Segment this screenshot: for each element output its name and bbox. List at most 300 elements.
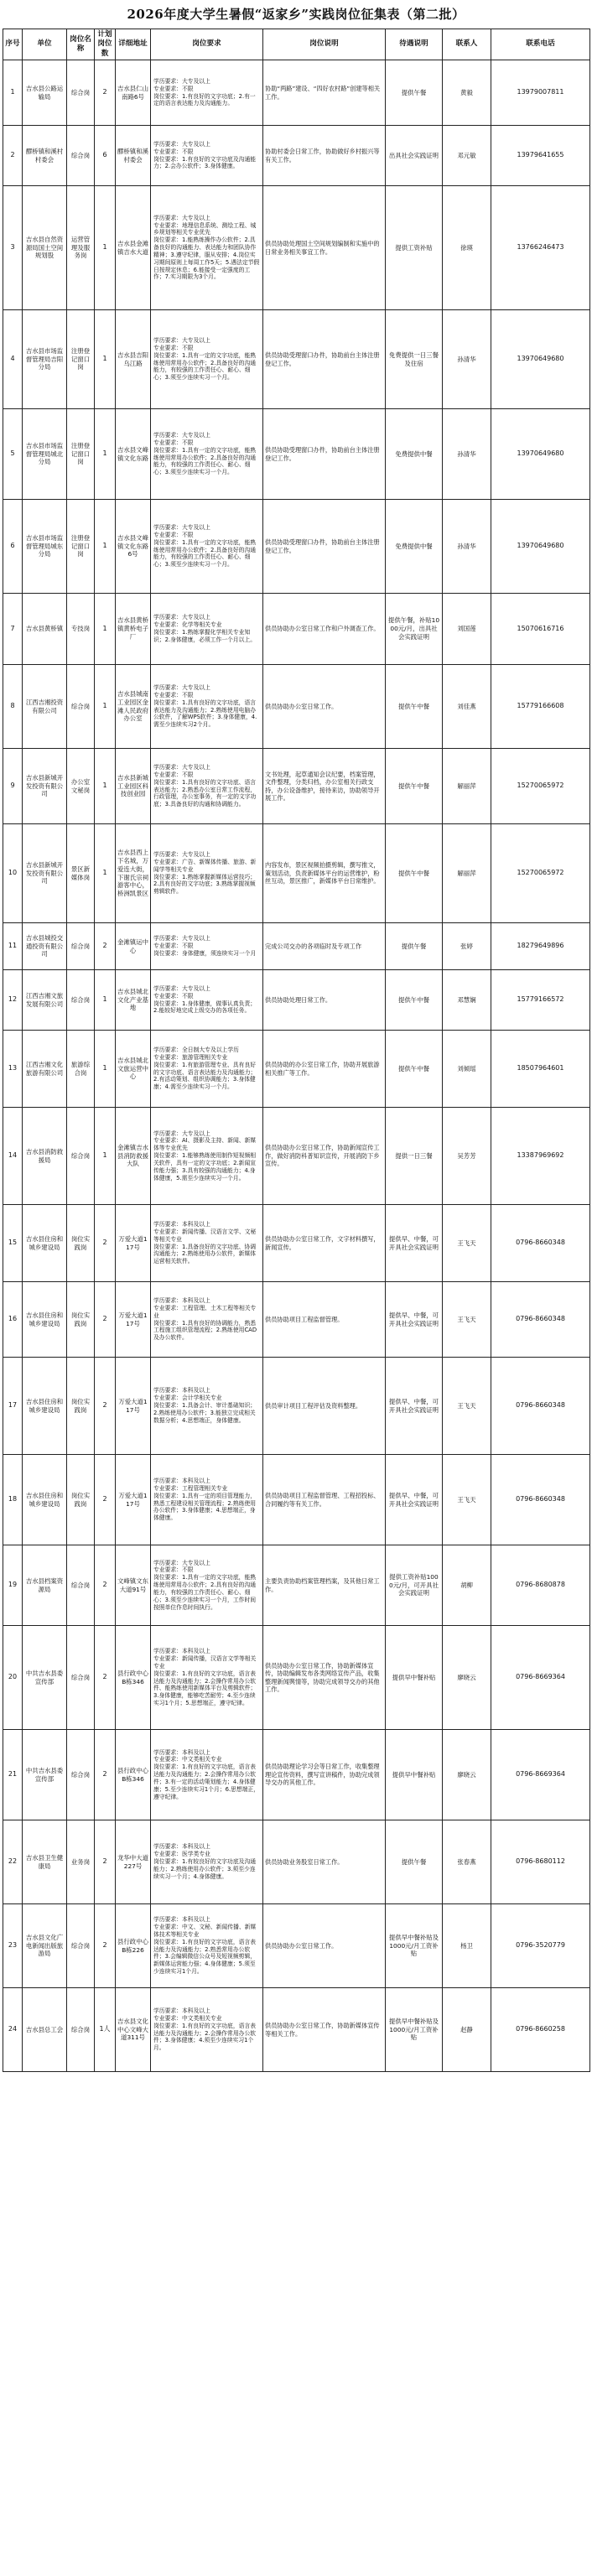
- row-benefits: 提供午餐: [386, 1820, 443, 1904]
- row-description: 供员协助受理窗口办件，协助前台主体注册登记工作。: [263, 310, 386, 409]
- row-post: 综合岗: [67, 1730, 95, 1820]
- table-row: [3, 749, 590, 824]
- requirement-line: 学历要求：大专及以上: [153, 984, 210, 992]
- row-address: 县行政中心B栋346: [116, 1626, 151, 1730]
- row-count: 1: [95, 500, 116, 594]
- table-row: [3, 1455, 590, 1545]
- table-row: [3, 1205, 590, 1282]
- requirement-line: 专业要求：不限: [153, 344, 194, 351]
- row-address: 金滩镇运中心: [116, 923, 151, 970]
- row-requirements: [151, 594, 263, 665]
- row-contact: 王飞天: [443, 1282, 491, 1358]
- row-post: 综合岗: [67, 126, 95, 186]
- table-row: [3, 923, 590, 970]
- row-contact: 邓慧娴: [443, 970, 491, 1031]
- table-row: [3, 409, 590, 500]
- header-col-index: 序号: [3, 29, 23, 60]
- row-contact: 张春燕: [443, 1820, 491, 1904]
- row-index: 6: [3, 500, 23, 594]
- row-requirements: [151, 749, 263, 824]
- row-benefits: 提供早中餐补贴: [386, 1626, 443, 1730]
- table-row: [3, 500, 590, 594]
- requirement-line: 学历要求：本科及以上: [153, 1916, 210, 1924]
- row-benefits: 提供午餐: [386, 923, 443, 970]
- requirement-line: 学历要求：大专及以上: [153, 684, 210, 692]
- row-description: 完成公司交办的各项临时及专项工作: [263, 923, 386, 970]
- row-index: 22: [3, 1820, 23, 1904]
- row-index: 24: [3, 1988, 23, 2072]
- row-requirements: [151, 824, 263, 923]
- row-description: 供员审计项目工程评估及资料整理。: [263, 1358, 386, 1455]
- row-count: 1: [95, 970, 116, 1031]
- requirement-line: 专业要求：新闻传播、汉语言文学、文秘等相关专业: [153, 1228, 257, 1243]
- row-count: 2: [95, 1730, 116, 1820]
- row-index: 13: [3, 1031, 23, 1108]
- requirement-line: 专业要求：不限: [153, 943, 194, 950]
- row-count: 1: [95, 1031, 116, 1108]
- row-post: 综合岗: [67, 1904, 95, 1988]
- row-index: 7: [3, 594, 23, 665]
- row-requirements: [151, 126, 263, 186]
- requirement-line: 专业要求：会计学相关专业: [153, 1394, 222, 1402]
- requirement-line: 岗位要求：1.有旅游管理专业、具有良好的文字功底、语言表达能力及沟通能力；2.有活动策划、组织协调能力；3.身体健康；4.需至少连续实习一个月。: [153, 1061, 257, 1091]
- row-contact: 孙清华: [443, 409, 491, 500]
- row-unit: 吉水县市场监督管理局吉阳分局: [23, 310, 67, 409]
- requirement-line: 专业要求：不限: [153, 85, 194, 92]
- requirement-line: 学历要求：本科及以上: [153, 1478, 210, 1485]
- row-phone: 0796-8669364: [491, 1730, 590, 1820]
- row-address: 吉水县文化中心文峰大道311号: [116, 1988, 151, 2072]
- requirement-line: 专业要求：广告、新媒体传播、旅游、新闻学等相关专业: [153, 858, 257, 873]
- requirement-line: 专业要求：不限: [153, 1566, 194, 1574]
- row-description: 主要负责协助档案管理档案，及其他日常工作。: [263, 1545, 386, 1626]
- row-phone: 13766246473: [491, 186, 590, 310]
- table-row: [3, 665, 590, 749]
- row-address: 金滩镇吉水县消防救援大队: [116, 1108, 151, 1205]
- requirement-line: 专业要求：不限: [153, 148, 194, 155]
- table-row: [3, 1904, 590, 1988]
- row-unit: 吉水县总工会: [23, 1988, 67, 2072]
- requirement-line: 岗位要求：1.具备良好的文字功底、协调沟通能力；2.熟练使用办公软件，新媒体运营相关软件。: [153, 1243, 257, 1265]
- row-index: 8: [3, 665, 23, 749]
- row-requirements: [151, 923, 263, 970]
- table-row: [3, 1820, 590, 1904]
- row-phone: 0796-8660348: [491, 1358, 590, 1455]
- row-index: 10: [3, 824, 23, 923]
- table-row: [3, 824, 590, 923]
- row-benefits: 提供午中餐: [386, 970, 443, 1031]
- header-col-unit: 单位: [23, 29, 67, 60]
- row-index: 4: [3, 310, 23, 409]
- row-phone: 0796-8680112: [491, 1820, 590, 1904]
- row-contact: 刘佳燕: [443, 665, 491, 749]
- requirement-line: 专业要求：不限: [153, 439, 194, 446]
- row-unit: 吉水县市场监督管理局城东分局: [23, 500, 67, 594]
- header-col-count: 计划岗位数: [95, 29, 116, 60]
- requirement-line: 学历要求：本科及以上: [153, 1843, 210, 1851]
- row-unit: 吉水县自然资源局国土空间规划股: [23, 186, 67, 310]
- requirement-line: 学历要求：全日制大专及以上学历: [153, 1046, 239, 1054]
- requirement-line: 岗位要求：1.具有良好的协调能力，熟悉工程施工组织管理流程；2.熟练使用CAD及办公软件。: [153, 1319, 257, 1342]
- row-requirements: [151, 1031, 263, 1108]
- header-col-benefits: 待遇说明: [386, 29, 443, 60]
- requirement-line: 学历要求：大专及以上: [153, 935, 210, 943]
- row-count: 1: [95, 1108, 116, 1205]
- row-benefits: 提供一日三餐: [386, 1108, 443, 1205]
- header-col-description: 岗位说明: [263, 29, 386, 60]
- row-index: 19: [3, 1545, 23, 1626]
- table-row: [3, 310, 590, 409]
- requirement-line: 岗位要求：1.有较良好的文字功底及沟通能力；2.熟练使用办公软件；3.须至少连续实习一个月；4.身体健康。: [153, 1858, 257, 1880]
- requirement-line: 学历要求：大专及以上: [153, 140, 210, 148]
- requirement-line: 学历要求：大专及以上: [153, 764, 210, 771]
- requirement-line: 岗位要求：1.具有一定的文字功底，能熟练使用常用办公软件；2.具有良好的沟通能力，有较强的工作责任心、耐心、细心；3.须至少连续实习一个月，工作时间按照单位作息时间执行。: [153, 1574, 257, 1611]
- row-post: 综合岗: [67, 970, 95, 1031]
- row-post: 综合岗: [67, 923, 95, 970]
- table-row: [3, 594, 590, 665]
- row-phone: 15070616716: [491, 594, 590, 665]
- row-address: 县行政中心B栋346: [116, 1730, 151, 1820]
- row-benefits: 提供工资补贴1000元/月，可开具社会实践证明: [386, 1545, 443, 1626]
- table-body: [3, 60, 590, 2072]
- row-address: 万爱大道117号: [116, 1358, 151, 1455]
- requirement-line: 专业要求：工程管理、土木工程等相关专业: [153, 1304, 257, 1319]
- row-phone: 13979007811: [491, 60, 590, 126]
- requirement-line: 岗位要求：1.具有一定的文字功底，能熟练使用常用办公软件；2.具备良好的沟通能力，有较强的工作责任心、耐心、细心；3.须至少连续实习一个月。: [153, 538, 257, 569]
- row-post: 综合岗: [67, 1988, 95, 2072]
- row-description: 供员协助办公室日常工作。: [263, 665, 386, 749]
- requirement-line: 专业要求：不限: [153, 771, 194, 778]
- row-unit: 吉水县公路运输局: [23, 60, 67, 126]
- table-row: [3, 1031, 590, 1108]
- requirement-line: 岗位要求：1.有良好的文字功底，语言表达能力及沟通能力；2.会操作常用办公软件、能熟练使用新媒体平台及剪辑软件；3.身体健康，能够吃苦耐劳；4.至少连续实习1个月；5.思想端正，遵守纪律。: [153, 1670, 257, 1707]
- row-benefits: 提供午餐，补贴1000元/月，出具社会实践证明: [386, 594, 443, 665]
- row-requirements: [151, 310, 263, 409]
- row-contact: 黄毅: [443, 60, 491, 126]
- requirement-line: 专业要求：化学等相关专业: [153, 621, 222, 629]
- row-count: 2: [95, 923, 116, 970]
- row-index: 20: [3, 1626, 23, 1730]
- row-address: 吉水县吉阳乌江路: [116, 310, 151, 409]
- requirement-line: 学历要求：大专及以上: [153, 524, 210, 532]
- requirement-line: 学历要求：本科及以上: [153, 1297, 210, 1305]
- requirement-line: 专业要求：地理信息系统、测绘工程、城乡规划等相关专业优先: [153, 221, 257, 236]
- table-row: [3, 1282, 590, 1358]
- requirement-line: 学历要求：大专及以上: [153, 851, 210, 859]
- row-count: 2: [95, 1455, 116, 1545]
- row-address: 万爱大道117号: [116, 1455, 151, 1545]
- row-contact: 邓元敏: [443, 126, 491, 186]
- row-benefits: 提供早、中餐，可开具社会实践证明: [386, 1455, 443, 1545]
- row-index: 21: [3, 1730, 23, 1820]
- header-col-post: 岗位名称: [67, 29, 95, 60]
- row-address: 文峰镇文东大道91号: [116, 1545, 151, 1626]
- row-count: 2: [95, 1626, 116, 1730]
- row-requirements: [151, 1205, 263, 1282]
- row-unit: 江西吉湘文化旅游有限公司: [23, 1031, 67, 1108]
- row-contact: 赵静: [443, 1988, 491, 2072]
- row-post: 岗位实践岗: [67, 1205, 95, 1282]
- row-index: 12: [3, 970, 23, 1031]
- row-requirements: [151, 1282, 263, 1358]
- row-unit: 吉水县住房和城乡建设局: [23, 1358, 67, 1455]
- requirement-line: 岗位要求：1.具备会计、审计基础知识；2.熟练使用办公软件；3.能独立完成相关数据分析；4.思想端正，身体健康。: [153, 1402, 257, 1424]
- row-index: 18: [3, 1455, 23, 1545]
- requirement-line: 学历要求：大专及以上: [153, 614, 210, 621]
- row-post: 岗位实践岗: [67, 1358, 95, 1455]
- requirement-line: 学历要求：本科及以上: [153, 1648, 210, 1655]
- requirement-line: 学历要求：本科及以上: [153, 1387, 210, 1394]
- header-col-address: 详细地址: [116, 29, 151, 60]
- row-post: 运营管理及服务岗: [67, 186, 95, 310]
- row-phone: 15270065972: [491, 824, 590, 923]
- row-unit: 吉水县黄桥镇: [23, 594, 67, 665]
- row-post: 业务岗: [67, 1820, 95, 1904]
- row-index: 23: [3, 1904, 23, 1988]
- row-description: 供员协助办公室日常工作。: [263, 1904, 386, 1988]
- row-benefits: 提供早、中餐，可开具社会实践证明: [386, 1205, 443, 1282]
- row-description: 供员协助办公室日常工作，协助新媒体宣传等相关工作。: [263, 1988, 386, 2072]
- requirement-line: 学历要求：本科及以上: [153, 1221, 210, 1228]
- row-post: 岗位实践岗: [67, 1455, 95, 1545]
- row-phone: 0796-8680878: [491, 1545, 590, 1626]
- job-table: [3, 29, 590, 2072]
- row-phone: 13979641655: [491, 126, 590, 186]
- requirement-line: 岗位要求：1.具有良好的文字功底、语言表达能力；2.熟悉办公室日常工作流程，行政管理，办公室事务，有一定的文字功底；3.具备良好的沟通和协调能力。: [153, 778, 257, 808]
- row-address: 吉水县城北文化产业基地: [116, 970, 151, 1031]
- row-contact: 王飞天: [443, 1205, 491, 1282]
- row-count: 1人: [95, 1988, 116, 2072]
- row-unit: 吉水县文化广电新闻出版旅游局: [23, 1904, 67, 1988]
- table-row: [3, 1358, 590, 1455]
- requirement-line: 专业要求：旅游管理相关专业: [153, 1053, 228, 1061]
- requirement-line: 岗位要求：1.具有一定的文字功底，能熟练使用常用办公软件；2.具备良好的沟通能力，有较强的工作责任心、耐心、细心；3.须至少连续实习一个月。: [153, 446, 257, 476]
- row-requirements: [151, 500, 263, 594]
- row-post: 综合岗: [67, 1626, 95, 1730]
- row-post: 办公室文秘岗: [67, 749, 95, 824]
- row-index: 14: [3, 1108, 23, 1205]
- requirement-line: 岗位要求：身体健康，须连续实习一个月: [153, 949, 257, 957]
- table-row: [3, 1988, 590, 2072]
- row-contact: 解丽萍: [443, 749, 491, 824]
- row-address: 吉水县城南工业园区金滩人民政府办公室: [116, 665, 151, 749]
- requirement-line: 专业要求：工程管理相关专业: [153, 1484, 228, 1492]
- requirement-line: 学历要求：大专及以上: [153, 1130, 210, 1137]
- row-phone: 18279649896: [491, 923, 590, 970]
- row-post: 综合岗: [67, 60, 95, 126]
- row-unit: 吉水县卫生健康局: [23, 1820, 67, 1904]
- row-address: 吉水县文峰镇文化东路6号: [116, 500, 151, 594]
- row-phone: 15779166572: [491, 970, 590, 1031]
- row-description: 供员协助项目工程监督管理、工程招投标、合同履约等有关工作。: [263, 1455, 386, 1545]
- requirement-line: 岗位要求：1.有良好的文字功底，语言表达能力及沟通能力；2.会操作常用办公软件；3.有一定的活动策划能力；4.身体健康；5.至少连续实习1个月；6.思想端正，遵守纪律。: [153, 1763, 260, 1800]
- row-address: 吉水县仁山南路6号: [116, 60, 151, 126]
- row-unit: 吉水县新城开发投资有限公司: [23, 824, 67, 923]
- row-description: 供员协助理论学习会等日常工作，收集整理理论宣传资料，撰写宣讲稿件，协助完成领导交办的其他工作。: [263, 1730, 386, 1820]
- row-address: 万爱大道117号: [116, 1205, 151, 1282]
- row-description: 供员协助受理窗口办件，协助前台主体注册登记工作。: [263, 409, 386, 500]
- row-phone: 0796-3520779: [491, 1904, 590, 1988]
- row-description: 协助“两路”建设、“四好农村路”创建等相关工作。: [263, 60, 386, 126]
- row-contact: 孙清华: [443, 310, 491, 409]
- row-benefits: 提供早、中餐，可开具社会实践证明: [386, 1358, 443, 1455]
- requirement-line: 岗位要求：1.熟练掌握新媒体运营技巧；2.具有良好的文字功底；3.熟练掌握视频剪辑软件。: [153, 873, 257, 896]
- row-unit: 吉水县新城开发投资有限公司: [23, 749, 67, 824]
- table-row: [3, 1545, 590, 1626]
- row-post: 综合岗: [67, 1108, 95, 1205]
- row-requirements: [151, 60, 263, 126]
- row-contact: 廖晓云: [443, 1730, 491, 1820]
- row-unit: 吉水县城投交通投资有限公司: [23, 923, 67, 970]
- row-index: 5: [3, 409, 23, 500]
- row-post: 注册登记窗口岗: [67, 409, 95, 500]
- row-contact: 杨卫: [443, 1904, 491, 1988]
- row-requirements: [151, 409, 263, 500]
- requirement-line: 岗位要求：1.熟练掌握化学相关专业知识；2.身体健康，必须工作一个月以上。: [153, 629, 257, 643]
- row-contact: 吴芳芳: [443, 1108, 491, 1205]
- row-index: 9: [3, 749, 23, 824]
- row-post: 旅游综合岗: [67, 1031, 95, 1108]
- row-unit: 吉水县住房和城乡建设局: [23, 1205, 67, 1282]
- row-benefits: 提供早中餐补贴及1000元/月工资补贴: [386, 1904, 443, 1988]
- row-description: 文书处理，起草通知会议纪要，档案管理，文件整理，分类归档，办公室相关行政支持，办公设备维护，接待来访，协助领导开展工作。: [263, 749, 386, 824]
- row-unit: 醪桥镇和溪村村委会: [23, 126, 67, 186]
- row-index: 1: [3, 60, 23, 126]
- header-col-phone: 联系电话: [491, 29, 590, 60]
- row-unit: 中共吉水县委宣传部: [23, 1730, 67, 1820]
- row-description: 供员协助办公室日常工作，协助新闻宣传工作，做好消防科普知识宣传，开展消防下乡宣传。: [263, 1108, 386, 1205]
- row-contact: 王飞天: [443, 1455, 491, 1545]
- header-row: [3, 29, 590, 60]
- row-benefits: 出具社会实践证明: [386, 126, 443, 186]
- requirement-line: 岗位要求：1.有良好的文字功底，语言表达能力及沟通能力；2.熟悉常用办公软件；3.会编辑微信公众号及短视频剪辑，新媒体运营能力强；4.身体健康；5.须至少连续实习1个月。: [153, 1938, 257, 1976]
- requirement-line: 学历要求：大专及以上: [153, 77, 210, 85]
- row-index: 2: [3, 126, 23, 186]
- row-phone: 0796-8669364: [491, 1626, 590, 1730]
- row-phone: 0796-8660348: [491, 1282, 590, 1358]
- row-requirements: [151, 970, 263, 1031]
- requirement-line: 专业要求：中文类相关专业: [153, 2014, 222, 2022]
- table-row: [3, 1108, 590, 1205]
- row-count: 1: [95, 824, 116, 923]
- row-benefits: 免费提供中餐: [386, 500, 443, 594]
- row-count: 2: [95, 1545, 116, 1626]
- row-requirements: [151, 1545, 263, 1626]
- row-address: 县行政中心B栋226: [116, 1904, 151, 1988]
- row-count: 2: [95, 1358, 116, 1455]
- row-post: 景区新媒体岗: [67, 824, 95, 923]
- row-address: 万爱大道117号: [116, 1282, 151, 1358]
- row-contact: 廖晓云: [443, 1626, 491, 1730]
- row-requirements: [151, 1988, 263, 2072]
- requirement-line: 岗位要求：1.有良好的文字功底；2.有一定的语言表达能力及沟通能力。: [153, 92, 256, 107]
- row-post: 专技岗: [67, 594, 95, 665]
- row-benefits: 免费提供中餐: [386, 409, 443, 500]
- row-phone: 15779166608: [491, 665, 590, 749]
- row-address: 醪桥镇和溪村委会: [116, 126, 151, 186]
- row-description: 供员协助办公室日常工作，文字材料撰写，新闻宣传。: [263, 1205, 386, 1282]
- row-address: 吉水县黄桥镇黄桥电子厂: [116, 594, 151, 665]
- row-index: 15: [3, 1205, 23, 1282]
- table-row: [3, 186, 590, 310]
- requirement-line: 专业要求：新闻传播，汉语言文学等相关专业: [153, 1655, 257, 1670]
- row-count: 2: [95, 1282, 116, 1358]
- row-address: 吉水县金滩镇吉水大道: [116, 186, 151, 310]
- row-description: 供员协助受理窗口办件，协助前台主体注册登记工作。: [263, 500, 386, 594]
- requirement-line: 专业要求：中文类相关专业: [153, 1756, 222, 1763]
- table-row: [3, 970, 590, 1031]
- row-description: 供员协助业务股室日常工作。: [263, 1820, 386, 1904]
- row-count: 1: [95, 594, 116, 665]
- header-col-contact: 联系人: [443, 29, 491, 60]
- row-contact: 徐瑛: [443, 186, 491, 310]
- row-phone: 0796-8660348: [491, 1455, 590, 1545]
- row-requirements: [151, 1904, 263, 1988]
- row-phone: 0796-8660258: [491, 1988, 590, 2072]
- requirement-line: 岗位要求：1.具有一定的项目管理能力，熟悉工程建设相关管理流程；2.熟练使用办公软件；3.身体健康；4.思想端正，身体健康。: [153, 1492, 257, 1522]
- row-count: 1: [95, 310, 116, 409]
- row-benefits: 提供午中餐: [386, 749, 443, 824]
- row-description: 供员协助项目工程监督管理。: [263, 1282, 386, 1358]
- requirement-line: 专业要求：不限: [153, 531, 194, 538]
- row-description: 供员协助处理日常工作。: [263, 970, 386, 1031]
- row-benefits: 提供午餐: [386, 60, 443, 126]
- row-requirements: [151, 665, 263, 749]
- row-address: 龙华中大道227号: [116, 1820, 151, 1904]
- row-unit: 吉水县档案资源局: [23, 1545, 67, 1626]
- row-address: 吉水县新城工业园区科技创业园: [116, 749, 151, 824]
- row-contact: 胡柳: [443, 1545, 491, 1626]
- requirement-line: 专业要求：不限: [153, 992, 194, 1000]
- requirement-line: 学历要求：大专及以上: [153, 432, 210, 439]
- row-count: 2: [95, 1904, 116, 1988]
- row-requirements: [151, 1626, 263, 1730]
- row-description: 协助村委会日常工作，协助做好乡村振兴等有关工作。: [263, 126, 386, 186]
- row-phone: 15270065972: [491, 749, 590, 824]
- row-benefits: 提供早中餐补贴及1000元/月工资补贴: [386, 1988, 443, 2072]
- requirement-line: 专业要求：中文、文秘、新闻传播、新媒体技术等相关专业: [153, 1924, 257, 1938]
- row-benefits: 提供午中餐: [386, 1031, 443, 1108]
- row-count: 1: [95, 409, 116, 500]
- row-post: 综合岗: [67, 1545, 95, 1626]
- row-index: 11: [3, 923, 23, 970]
- row-benefits: 提供午中餐: [386, 824, 443, 923]
- requirement-line: 专业要求：不限: [153, 691, 194, 699]
- requirement-line: 学历要求：大专及以上: [153, 214, 210, 221]
- row-count: 6: [95, 126, 116, 186]
- requirement-line: 学历要求：大专及以上: [153, 337, 210, 345]
- row-unit: 吉水县住房和城乡建设局: [23, 1455, 67, 1545]
- row-requirements: [151, 186, 263, 310]
- row-index: 3: [3, 186, 23, 310]
- row-contact: 解丽萍: [443, 824, 491, 923]
- requirement-line: 岗位要求：1.有良好的文字功底，语言表达能力及沟通能力；2.会操作常用办公软件；3.身体健康；4.须至少连续实习1个月。: [153, 2022, 257, 2052]
- row-phone: 13970649680: [491, 500, 590, 594]
- row-unit: 江西吉湘文旅发展有限公司: [23, 970, 67, 1031]
- row-benefits: 提供早中餐补贴: [386, 1730, 443, 1820]
- row-description: 内容发布，景区视频拍摄剪辑，撰写推文，策划活动，负责新媒体平台的运营维护，粉丝互动，景区推广，新媒体平台日常维护。: [263, 824, 386, 923]
- row-post: 综合岗: [67, 665, 95, 749]
- row-count: 1: [95, 665, 116, 749]
- row-unit: 江西吉湘投资有限公司: [23, 665, 67, 749]
- table-row: [3, 1626, 590, 1730]
- row-contact: 张婷: [443, 923, 491, 970]
- requirement-line: 学历要求：大专及以上: [153, 1559, 210, 1566]
- row-post: 岗位实践岗: [67, 1282, 95, 1358]
- row-phone: 13387969692: [491, 1108, 590, 1205]
- row-count: 2: [95, 60, 116, 126]
- row-unit: 吉水县消防救援局: [23, 1108, 67, 1205]
